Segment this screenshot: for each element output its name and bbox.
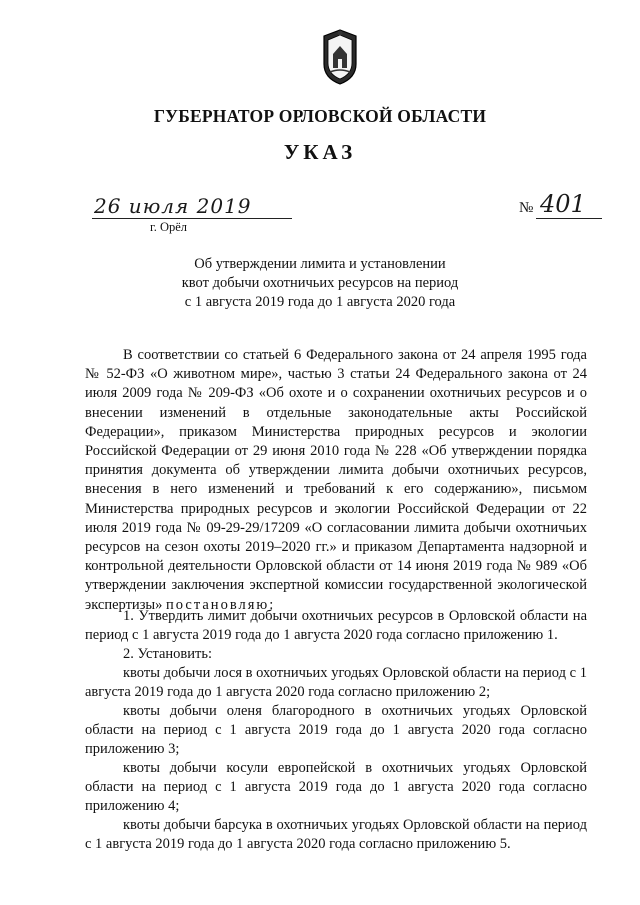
coat-of-arms-emblem — [318, 28, 362, 86]
subject-line: квот добычи охотничьих ресурсов на период — [181, 275, 459, 291]
subject-line: Об утверждении лимита и установлении — [194, 256, 446, 272]
quota-roe-deer: квоты добычи косули европейской в охотничьих угодьях Орловской области на период с 1 августа 2019 года до 1 августа 2020 года согласно приложению 4; — [85, 760, 587, 815]
preamble-paragraph — [85, 346, 587, 615]
handwritten-number: 401 — [540, 190, 586, 218]
number-underline — [536, 218, 602, 219]
clause-2: 2. Установить: — [123, 646, 213, 662]
city-label: г. Орёл — [150, 220, 188, 234]
handwritten-date: 26 июля 2019 — [94, 194, 252, 218]
date-underline — [92, 218, 292, 219]
quota-deer: квоты добычи оленя благородного в охотничьих угодьях Орловской области на период с 1 августа 2019 года до 1 августа 2020 года согласно приложению 3; — [85, 703, 587, 758]
authority-title: ГУБЕРНАТОР ОРЛОВСКОЙ ОБЛАСТИ — [153, 106, 487, 126]
quota-badger: квоты добычи барсука в охотничьих угодьях Орловской области на период с 1 августа 2019 года до 1 августа 2020 года согласно приложению 5. — [85, 817, 587, 853]
document-subject — [0, 255, 640, 312]
clause-1: 1. Утвердить лимит добычи охотничьих ресурсов в Орловской области на период с 1 августа 2019 года до 1 августа 2020 года согласно приложению 1. — [85, 608, 587, 644]
number-label: № — [519, 200, 534, 216]
preamble-text: В соответствии со статьей 6 Федерального закона от 24 апреля 1995 года № 52-ФЗ «О животном мире», частью 3 статьи 24 Федерального закона от 24 июля 2009 года № 209-ФЗ «Об охоте и о сохранении охотничьих ресурсов и о внесении изменений в отдельные законодательные акты Российской Федерации», приказом Министерства природных ресурсов и экологии Российской Федерации от 29 июня 2010 года № 228 «Об утверждении порядка принятия документа об утверждении лимита добычи охотничьих ресурсов, внесения в него изменений и требований к его содержанию», письмом Министерства природных ресурсов и экологии Российской Федерации от 22 июля 2019 года № 09-29-29/17209 «О согласовании лимита добычи охотничьих ресурсов на сезон охоты 2019–2020 гг.» и приказом Департамента надзорной и контрольной деятельности Орловской области от 14 июня 2019 года № 989 «Об утверждении заключения экспертной комиссии государственной экологической экспертизы» — [85, 347, 587, 613]
quota-moose: квоты добычи лося в охотничьих угодьях Орловской области на период с 1 августа 2019 года до 1 августа 2020 года согласно приложению 2; — [85, 665, 587, 701]
document-type: УКАЗ — [283, 140, 357, 164]
decree-word: постановляю: — [166, 596, 276, 613]
subject-line: с 1 августа 2019 года до 1 августа 2020 года — [184, 294, 456, 310]
